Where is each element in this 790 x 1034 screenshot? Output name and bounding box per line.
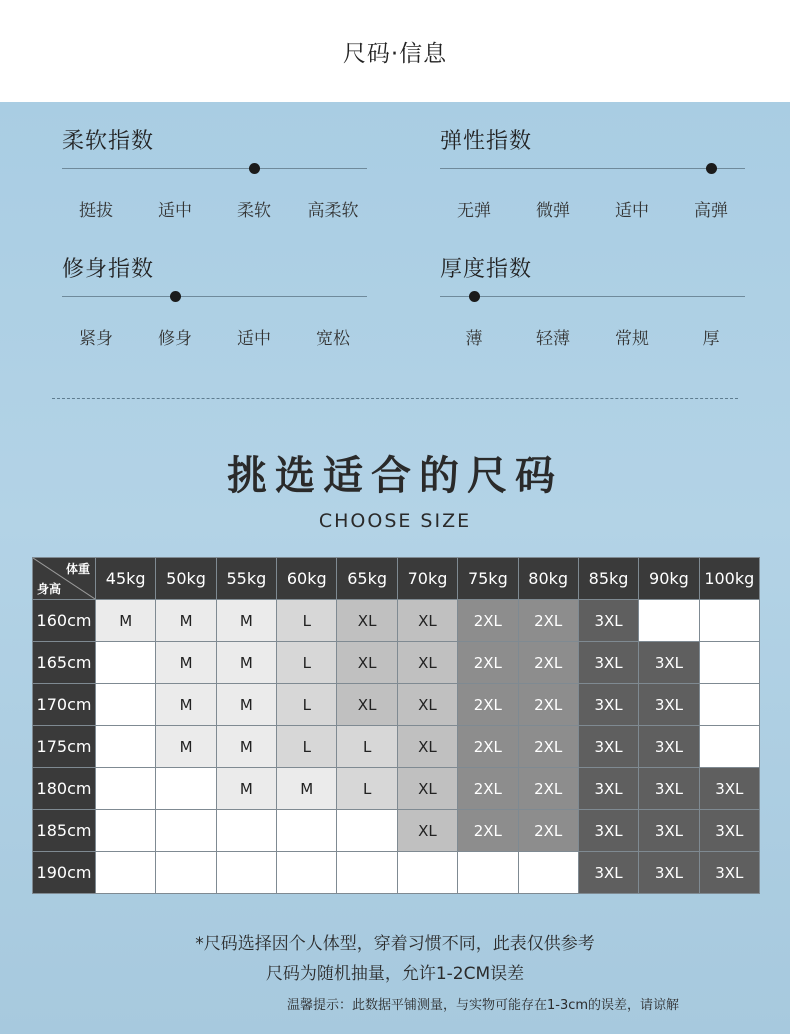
table-row [33, 768, 760, 810]
size-cell: XL [397, 684, 457, 726]
size-cell: L [277, 684, 337, 726]
weight-header-cell: 60kg [277, 558, 337, 600]
size-cell [96, 684, 156, 726]
size-cell: 3XL [699, 810, 759, 852]
softness-option: 挺拔 [79, 201, 113, 221]
size-cell [699, 600, 759, 642]
table-row [33, 726, 760, 768]
weight-header-cell: 50kg [156, 558, 216, 600]
size-cell: 3XL [699, 852, 759, 894]
size-cell [699, 642, 759, 684]
thickness-index-track [440, 296, 745, 297]
size-cell: M [156, 642, 216, 684]
size-cell: M [216, 684, 276, 726]
size-cell [277, 852, 337, 894]
elasticity-index [440, 124, 750, 244]
size-cell: XL [337, 642, 397, 684]
size-cell: 2XL [518, 684, 578, 726]
size-cell: M [156, 726, 216, 768]
size-cell: 3XL [639, 810, 699, 852]
table-row [33, 852, 760, 894]
size-cell [96, 642, 156, 684]
size-cell: 2XL [458, 768, 518, 810]
fit-option: 宽松 [316, 329, 350, 349]
size-cell: M [156, 684, 216, 726]
weight-axis-label: 体重 [65, 562, 90, 576]
weight-header-cell: 70kg [397, 558, 457, 600]
size-cell [458, 852, 518, 894]
softness-index-title: 柔软指数 [62, 129, 155, 154]
size-cell: 3XL [578, 810, 638, 852]
note-reference: *尺码选择因个人体型，穿着习惯不同，此表仅供参考 [195, 934, 595, 954]
elasticity-index-title: 弹性指数 [440, 129, 533, 154]
softness-option: 适中 [158, 201, 192, 221]
size-cell: XL [337, 684, 397, 726]
size-cell [337, 852, 397, 894]
table-corner [33, 558, 96, 600]
elasticity-option: 无弹 [457, 201, 491, 221]
size-cell: 3XL [578, 684, 638, 726]
size-cell: 3XL [578, 852, 638, 894]
page-title: 尺码·信息 [0, 0, 790, 102]
weight-header-cell: 75kg [458, 558, 518, 600]
size-cell: 3XL [578, 600, 638, 642]
height-row-header: 185cm [33, 810, 96, 852]
height-row-header: 165cm [33, 642, 96, 684]
elasticity-index-marker [706, 163, 717, 174]
size-cell [397, 852, 457, 894]
thickness-index-marker [469, 291, 480, 302]
size-cell [518, 852, 578, 894]
size-cell [96, 726, 156, 768]
softness-option: 高柔软 [307, 201, 359, 221]
size-cell: XL [397, 600, 457, 642]
weight-header-cell: 45kg [96, 558, 156, 600]
weight-header-cell: 65kg [337, 558, 397, 600]
size-cell: 3XL [639, 726, 699, 768]
height-axis-label: 身高 [37, 582, 62, 596]
size-cell [699, 684, 759, 726]
size-cell [96, 810, 156, 852]
thickness-option: 厚 [702, 329, 720, 349]
size-cell: M [216, 642, 276, 684]
fit-option: 修身 [158, 329, 192, 349]
size-cell: 2XL [518, 768, 578, 810]
size-cell: XL [397, 642, 457, 684]
size-cell [96, 768, 156, 810]
size-cell: 2XL [458, 726, 518, 768]
elasticity-index-track [440, 168, 745, 169]
size-cell: 2XL [518, 726, 578, 768]
size-cell: L [337, 768, 397, 810]
size-cell: XL [397, 726, 457, 768]
weight-header-cell: 90kg [639, 558, 699, 600]
size-cell: 2XL [518, 600, 578, 642]
size-panel [0, 102, 790, 1034]
height-row-header: 170cm [33, 684, 96, 726]
size-cell [337, 810, 397, 852]
size-cell: M [156, 600, 216, 642]
size-cell: L [337, 726, 397, 768]
size-cell: 3XL [578, 642, 638, 684]
size-cell: M [216, 600, 276, 642]
size-cell: 2XL [458, 684, 518, 726]
size-cell: 2XL [458, 642, 518, 684]
size-table [32, 557, 760, 894]
table-row [33, 810, 760, 852]
table-row [33, 642, 760, 684]
thickness-option: 常规 [615, 329, 649, 349]
size-cell: L [277, 600, 337, 642]
size-cell: XL [397, 768, 457, 810]
size-cell [156, 810, 216, 852]
thickness-option: 薄 [465, 329, 483, 349]
fit-index-title: 修身指数 [62, 257, 155, 282]
softness-option: 柔软 [237, 201, 271, 221]
note-measure-tip: 温馨提示：此数据平铺测量，与实物可能存在1-3cm的误差，请谅解 [287, 998, 680, 1013]
size-cell: L [277, 726, 337, 768]
size-cell: 3XL [639, 684, 699, 726]
size-cell: M [96, 600, 156, 642]
size-cell: XL [397, 810, 457, 852]
softness-index-track [62, 168, 367, 169]
weight-header-cell: 100kg [699, 558, 759, 600]
size-cell: XL [337, 600, 397, 642]
thickness-index-title: 厚度指数 [440, 257, 533, 282]
weight-header-row [33, 558, 760, 600]
size-cell: M [216, 726, 276, 768]
size-cell: 2XL [458, 600, 518, 642]
size-cell: 2XL [458, 810, 518, 852]
size-cell: 3XL [639, 768, 699, 810]
weight-header-cell: 85kg [578, 558, 638, 600]
size-cell [156, 852, 216, 894]
fit-index-marker [170, 291, 181, 302]
size-cell: 3XL [578, 768, 638, 810]
fit-option: 适中 [237, 329, 271, 349]
softness-index [62, 124, 372, 244]
height-row-header: 160cm [33, 600, 96, 642]
size-cell: 2XL [518, 810, 578, 852]
size-cell: 3XL [639, 642, 699, 684]
thickness-option: 轻薄 [536, 329, 570, 349]
height-row-header: 180cm [33, 768, 96, 810]
size-cell: M [277, 768, 337, 810]
size-table-body [33, 600, 760, 894]
softness-index-marker [249, 163, 260, 174]
table-row [33, 684, 760, 726]
fit-index [62, 252, 372, 372]
elasticity-option: 高弹 [694, 201, 728, 221]
elasticity-option: 适中 [615, 201, 649, 221]
note-tolerance: 尺码为随机抽量，允许1-2CM误差 [265, 964, 525, 984]
weight-header-cell: 55kg [216, 558, 276, 600]
size-cell: 3XL [699, 768, 759, 810]
size-cell [216, 810, 276, 852]
weight-header-cell: 80kg [518, 558, 578, 600]
size-cell [277, 810, 337, 852]
size-cell: M [216, 768, 276, 810]
fit-option: 紧身 [79, 329, 113, 349]
fit-index-track [62, 296, 367, 297]
size-cell [639, 600, 699, 642]
dashed-divider [52, 398, 738, 399]
size-cell [96, 852, 156, 894]
size-cell [156, 768, 216, 810]
size-cell: L [277, 642, 337, 684]
size-cell [216, 852, 276, 894]
size-cell [699, 726, 759, 768]
size-cell: 3XL [578, 726, 638, 768]
elasticity-option: 微弹 [536, 201, 570, 221]
height-row-header: 190cm [33, 852, 96, 894]
size-cell: 3XL [639, 852, 699, 894]
choose-size-subheading: CHOOSE SIZE [318, 510, 472, 532]
height-row-header: 175cm [33, 726, 96, 768]
size-cell: 2XL [518, 642, 578, 684]
choose-size-heading: 挑选适合的尺码 [227, 453, 563, 499]
table-row [33, 600, 760, 642]
thickness-index [440, 252, 750, 372]
